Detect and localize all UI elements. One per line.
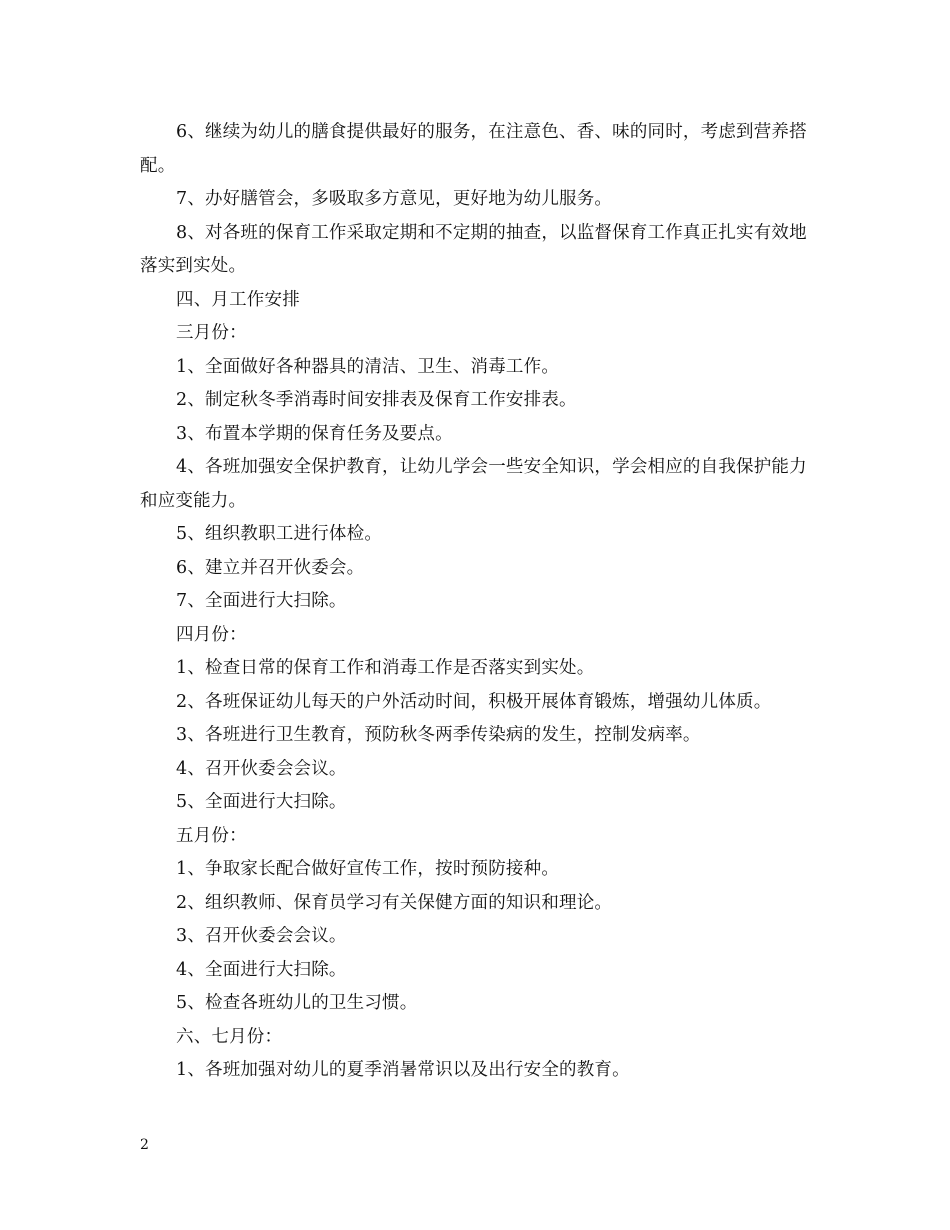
paragraph: 5、组织教职工进行体检。	[176, 524, 383, 544]
paragraph: 3、布置本学期的保育任务及要点。	[176, 423, 453, 444]
month-heading: 四月份：	[176, 624, 247, 645]
month-heading: 五月份：	[176, 825, 247, 846]
month-heading: 六、七月份：	[176, 1026, 283, 1047]
paragraph: 8、对各班的保育工作采取定期和不定期的抽查，以监督保育工作真正扎实有效地落实到实处。	[140, 222, 807, 276]
paragraph: 6、建立并召开伙委会。	[176, 557, 365, 578]
month-heading: 三月份：	[176, 323, 247, 343]
paragraph: 2、制定秋冬季消毒时间安排表及保育工作安排表。	[176, 390, 577, 410]
paragraph: 3、各班进行卫生教育，预防秋冬两季传染病的发生，控制发病率。	[176, 725, 701, 745]
paragraph: 4、各班加强安全保护教育，让幼儿学会一些安全知识，学会相应的自我保护能力和应变能力。	[140, 457, 807, 511]
paragraph: 5、检查各班幼儿的卫生习惯。	[176, 993, 418, 1013]
paragraph: 2、各班保证幼儿每天的户外活动时间，积极开展体育锻炼，增强幼儿体质。	[176, 691, 772, 712]
paragraph: 7、全面进行大扫除。	[176, 591, 347, 611]
document-body	[140, 116, 812, 1088]
paragraph: 2、组织教师、保育员学习有关保健方面的知识和理论。	[176, 892, 613, 913]
paragraph: 1、检查日常的保育工作和消毒工作是否落实到实处。	[176, 658, 595, 678]
paragraph: 4、召开伙委会会议。	[176, 758, 347, 779]
page-number: 2	[140, 1137, 149, 1153]
paragraph: 7、办好膳管会，多吸取多方意见，更好地为幼儿服务。	[176, 189, 613, 209]
paragraph: 1、争取家长配合做好宣传工作，按时预防接种。	[176, 859, 560, 879]
paragraph: 1、全面做好各种器具的清洁、卫生、消毒工作。	[176, 356, 560, 377]
paragraph: 4、全面进行大扫除。	[176, 959, 347, 980]
paragraph: 1、各班加强对幼儿的夏季消暑常识以及出行安全的教育。	[176, 1060, 630, 1080]
paragraph: 3、召开伙委会会议。	[176, 926, 347, 946]
paragraph: 5、全面进行大扫除。	[176, 792, 347, 812]
paragraph: 6、继续为幼儿的膳食提供最好的服务，在注意色、香、味的同时，考虑到营养搭配。	[140, 122, 807, 176]
section-heading: 四、月工作安排	[176, 289, 300, 310]
